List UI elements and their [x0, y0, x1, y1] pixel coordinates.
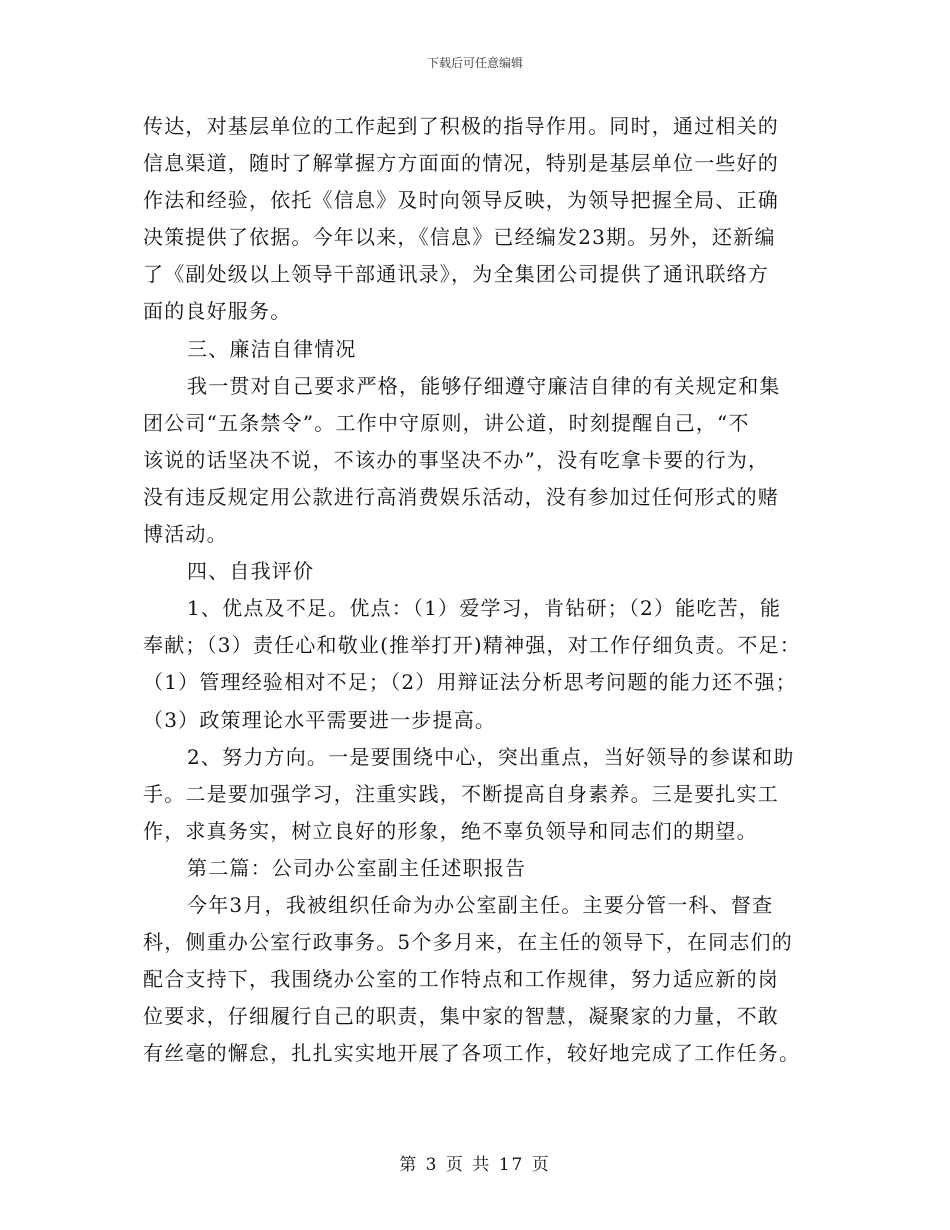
text-line: 决策提供了依据。今年以来，《信息》已经编发23期。另外，还新编	[143, 225, 776, 250]
text-line: 第二篇：公司办公室副主任述职报告	[187, 855, 527, 880]
text-line: （3）政策理论水平需要进一步提高。	[143, 707, 497, 732]
page-footer: 第 3 页 共 17 页	[399, 1155, 551, 1175]
text-line: 有丝毫的懈怠，扎扎实实地开展了各项工作，较好地完成了工作任务。	[143, 1041, 801, 1066]
text-line: 位要求，仔细履行自己的职责，集中家的智慧，凝聚家的力量，不敢	[143, 1004, 779, 1029]
text-line: 面的良好服务。	[143, 299, 292, 324]
text-line: 传达，对基层单位的工作起到了积极的指导作用。同时，通过相关的	[143, 114, 779, 138]
text-line: （1）管理经验相对不足；（2）用辩证法分析思考问题的能力还不强；	[143, 670, 797, 695]
document-body	[143, 108, 815, 1072]
text-line: 奉献；（3）责任心和敬业(推举打开)精神强，对工作仔细负责。不足：	[143, 633, 801, 658]
text-line: 我一贯对自己要求严格，能够仔细遵守廉洁自律的有关规定和集	[187, 373, 781, 398]
text-line: 该说的话坚决不说，不该办的事坚决不办”，没有吃拿卡要的行为，	[143, 447, 770, 472]
text-line: 1、优点及不足。优点：（1）爱学习，肯钻研；（2）能吃苦，能	[187, 596, 782, 621]
text-line: 作，求真务实，树立良好的形象，绝不辜负领导和同志们的期望。	[143, 818, 758, 843]
text-line: 信息渠道，随时了解掌握方方面面的情况，特别是基层单位一些好的	[143, 151, 779, 176]
text-line: 了《副处级以上领导干部通讯录》，为全集团公司提供了通讯联络方	[143, 262, 769, 287]
text-line: 三、廉洁自律情况	[187, 336, 357, 361]
text-line: 配合支持下，我围绕办公室的工作特点和工作规律，努力适应新的岗	[143, 967, 779, 992]
page-header: 下载后可任意编辑	[426, 56, 523, 70]
text-line: 作法和经验，依托《信息》及时向领导反映，为领导把握全局、正确	[143, 188, 779, 213]
text-line: 博活动。	[143, 522, 228, 547]
text-line: 今年3月，我被组织任命为办公室副主任。主要分管一科、督查	[187, 892, 774, 917]
text-line: 科，侧重办公室行政事务。5个多月来，在主任的领导下，在同志们的	[143, 930, 793, 955]
text-line: 2、努力方向。一是要围绕中心，突出重点，当好领导的参谋和助	[187, 744, 795, 769]
text-line: 团公司“五条禁令”。工作中守原则，讲公道，时刻提醒自己，“不	[143, 410, 750, 435]
text-line: 手。二是要加强学习，注重实践，不断提高自身素养。三是要扎实工	[143, 781, 779, 806]
text-line: 没有违反规定用公款进行高消费娱乐活动，没有参加过任何形式的赌	[143, 484, 779, 509]
text-line: 四、自我评价	[187, 559, 315, 584]
